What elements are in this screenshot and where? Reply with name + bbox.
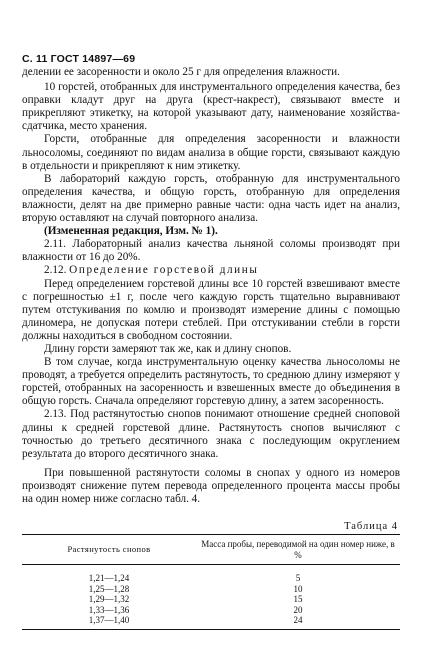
paragraph: Горсти, отобранные для определения засоренности и влажности льносоломы, соединяют по видам анализа в общие горсти, связывают каждую в отдельности и прикрепляют к ним этикетку.: [22, 133, 400, 172]
table-cell: 1,25—1,28: [88, 583, 130, 594]
table-row: [22, 565, 400, 584]
table-cell: 1,33—1,36: [88, 604, 130, 615]
page-header: С. 11 ГОСТ 14897—69: [22, 53, 136, 65]
amendment-note: (Измененная редакция, Изм. № 1).: [44, 225, 218, 238]
table-cell: 1,21—1,24: [88, 573, 130, 583]
table-cell: 15: [293, 594, 303, 605]
paragraph: При повышенной растянутости соломы в снопах у одного из номеров производят снижение путем перевода определенного процента массы пробы на один номер ниже согласно табл. 4.: [22, 466, 400, 505]
paragraph: 10 горстей, отобранных для инструментального определения качества, без оправки кладут друг на друга (крест-накрест), связывают вместе и прикрепляют этикетку, на которой указывают дату, наименование хозяйства-сдатчика, место хранения.: [22, 81, 400, 133]
paragraph: делении ее засоренности и около 25 г для определения влажности.: [22, 66, 340, 78]
paragraph: В лабораторий каждую горсть, отобранную для инструментального определения качества, и общую горсть, отобранную для определения влажности, делят на две примерно равные части: одна часть идет на анализ, вторую оставляют на случай повторного анализа.: [22, 172, 400, 225]
table-row: [22, 594, 400, 605]
table-caption: Таблица 4: [344, 521, 398, 532]
body-text: [22, 66, 400, 506]
table-cell: 24: [196, 615, 400, 629]
paragraph: Перед определением горстевой длины все 10 горстей взвешивают вместе с погрешностью ±1 г, после чего каждую горсть тщательно выравнивают путем отстукивания по комлю и производят измерение длины с помощью длиномера, не допуская потери стеблей. При отстукивании стебли в горсти должны находиться в свободном состоянии.: [22, 277, 400, 342]
table-row: [22, 615, 400, 629]
paragraph-2-11: 2.11. Лабораторный анализ качества льняной соломы производят при влажности от 16 до 20%.: [22, 238, 400, 264]
table-cell: 5: [295, 573, 301, 583]
section-title: Определение горстевой длины: [69, 264, 259, 277]
table-header-row: [22, 535, 400, 565]
column-header: Масса пробы, переводимой на один номер ниже, в %: [196, 535, 400, 565]
section-number: 2.12.: [44, 264, 67, 277]
table-cell: 20: [293, 604, 303, 615]
section-heading-2-12: [22, 264, 400, 277]
paragraph-2-13: 2.13. Под растянутостью снопов понимают отношение средней сноповой длины к средней горстевой длине. Растянутость снопов вычисляют с точностью до третьего десятичного знака с последующим округлением результата до второго десятичного знака.: [22, 408, 400, 460]
table-4: [22, 534, 400, 630]
table-cell: 1,29—1,32: [88, 594, 130, 605]
paragraph: Длину горсти замеряют так же, как и длину снопов.: [44, 342, 292, 355]
table-row: [22, 584, 400, 595]
table-cell: 1,37—1,40: [22, 615, 196, 629]
table-row: [22, 605, 400, 616]
column-header: Растянутость снопов: [22, 535, 196, 565]
paragraph: В том случае, когда инструментальную оценку качества льносоломы не проводят, а требуется определить растянутость, то среднюю длину измеряют у горстей, отобранных на засоренность и взвешенных вместе до объединения в общую горсть. Сначала определяют горстевую длину, а затем засоренность.: [22, 356, 400, 408]
table-cell: 10: [293, 583, 303, 594]
